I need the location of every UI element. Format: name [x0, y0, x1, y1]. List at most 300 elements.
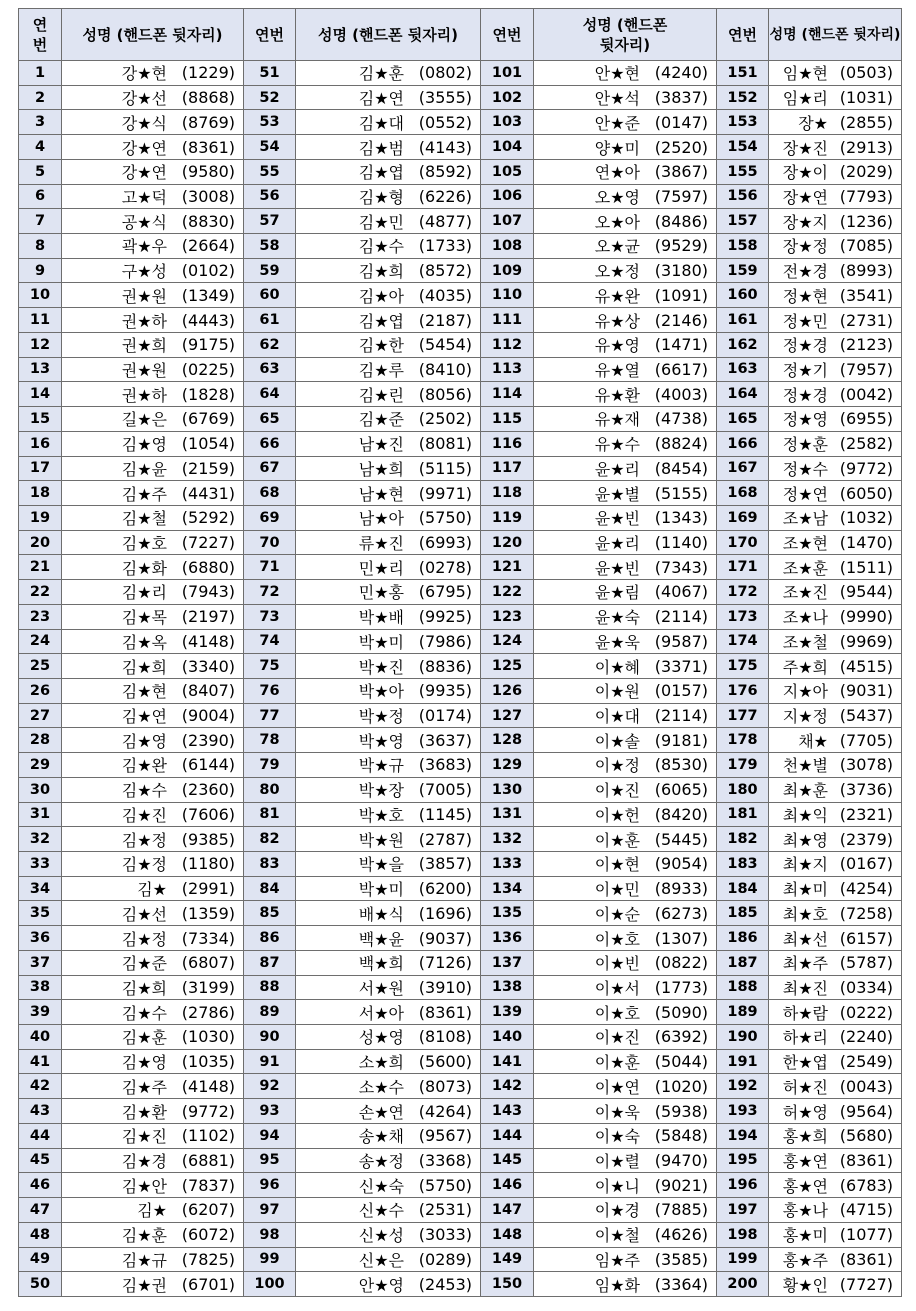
entry-cell [534, 407, 717, 432]
entry-cell [769, 258, 902, 283]
entry-cell [534, 604, 717, 629]
entry-cell [296, 283, 481, 308]
entry-number: 72 [244, 580, 296, 605]
entry-cell [296, 753, 481, 778]
phone-suffix: (6617) [654, 359, 708, 379]
entry-cell [769, 209, 902, 234]
phone-suffix: (8486) [654, 211, 708, 231]
entry-cell [62, 110, 244, 135]
entry-cell [62, 580, 244, 605]
entry-number: 42 [19, 1074, 62, 1099]
masked-name: 이★현 [594, 855, 640, 875]
masked-name: 최★지 [782, 855, 828, 875]
column-header-number: 연 번 [19, 9, 62, 61]
entry-number: 148 [481, 1222, 534, 1247]
masked-name: 김★린 [358, 385, 404, 405]
phone-suffix: (2159) [181, 458, 235, 478]
phone-suffix: (0222) [839, 1002, 893, 1022]
entry-number: 13 [19, 357, 62, 382]
column-header-name: 성명 (핸드폰 뒷자리) [62, 9, 244, 61]
phone-suffix: (4035) [418, 285, 472, 305]
masked-name: 윤★숙 [594, 608, 640, 628]
entry-number: 97 [244, 1198, 296, 1223]
entry-number: 154 [717, 135, 769, 160]
phone-suffix: (6993) [418, 533, 472, 553]
entry-number: 49 [19, 1247, 62, 1272]
phone-suffix: (4738) [654, 409, 708, 429]
masked-name: 박★미 [358, 632, 404, 652]
phone-suffix: (1773) [654, 977, 708, 997]
masked-name: 김★정 [121, 830, 167, 850]
phone-suffix: (1102) [181, 1126, 235, 1146]
entry-number: 77 [244, 703, 296, 728]
entry-cell [534, 901, 717, 926]
masked-name: 서★아 [358, 1003, 404, 1023]
entry-number: 22 [19, 580, 62, 605]
entry-cell [62, 1247, 244, 1272]
entry-cell [769, 580, 902, 605]
entry-cell [296, 234, 481, 259]
table-row [19, 950, 902, 975]
phone-suffix: (4626) [654, 1225, 708, 1245]
phone-suffix: (8081) [418, 434, 472, 454]
masked-name: 안★현 [594, 64, 640, 84]
entry-number: 38 [19, 975, 62, 1000]
entry-number: 180 [717, 777, 769, 802]
masked-name: 유★수 [594, 435, 640, 455]
masked-name: 김★형 [358, 187, 404, 207]
entry-cell [534, 308, 717, 333]
entry-cell [769, 703, 902, 728]
masked-name: 정★경 [782, 385, 828, 405]
masked-name: 정★현 [782, 286, 828, 306]
entry-number: 122 [481, 580, 534, 605]
entry-cell [296, 382, 481, 407]
phone-suffix: (8836) [418, 656, 472, 676]
entry-number: 56 [244, 184, 296, 209]
table-row [19, 61, 902, 86]
entry-cell [296, 1222, 481, 1247]
masked-name: 김★선 [121, 904, 167, 924]
phone-suffix: (9175) [181, 335, 235, 355]
phone-suffix: (5090) [654, 1002, 708, 1022]
entry-number: 36 [19, 926, 62, 951]
masked-name: 조★철 [782, 632, 828, 652]
masked-name: 김★루 [358, 360, 404, 380]
table-row [19, 481, 902, 506]
entry-cell [534, 1173, 717, 1198]
entry-number: 143 [481, 1099, 534, 1124]
masked-name: 신★은 [358, 1250, 404, 1270]
entry-number: 27 [19, 703, 62, 728]
entry-cell [296, 456, 481, 481]
entry-cell [769, 1222, 902, 1247]
masked-name: 김★정 [121, 929, 167, 949]
phone-suffix: (2549) [839, 1052, 893, 1072]
entry-cell [296, 555, 481, 580]
phone-suffix: (2197) [181, 607, 235, 627]
entry-number: 158 [717, 234, 769, 259]
masked-name: 민★홍 [358, 583, 404, 603]
masked-name: 정★훈 [782, 435, 828, 455]
masked-name: 백★윤 [358, 929, 404, 949]
entry-cell [62, 357, 244, 382]
phone-suffix: (3368) [418, 1150, 472, 1170]
masked-name: 김★권 [121, 1275, 167, 1295]
phone-suffix: (9181) [654, 730, 708, 750]
entry-cell [769, 357, 902, 382]
entry-cell [62, 852, 244, 877]
entry-cell [296, 876, 481, 901]
entry-number: 11 [19, 308, 62, 333]
masked-name: 이★호 [594, 1003, 640, 1023]
entry-cell [296, 580, 481, 605]
entry-cell [62, 234, 244, 259]
entry-cell [534, 332, 717, 357]
phone-suffix: (2502) [418, 409, 472, 429]
entry-number: 181 [717, 802, 769, 827]
entry-number: 69 [244, 505, 296, 530]
masked-name: 배★식 [358, 904, 404, 924]
entry-cell [296, 110, 481, 135]
table-row [19, 802, 902, 827]
masked-name: 권★원 [121, 286, 167, 306]
entry-number: 167 [717, 456, 769, 481]
phone-suffix: (9004) [181, 706, 235, 726]
phone-suffix: (2786) [181, 1002, 235, 1022]
entry-number: 55 [244, 159, 296, 184]
entry-number: 88 [244, 975, 296, 1000]
masked-name: 권★원 [121, 360, 167, 380]
masked-name: 이★정 [594, 756, 640, 776]
phone-suffix: (1031) [839, 88, 893, 108]
phone-suffix: (6807) [181, 953, 235, 973]
entry-number: 43 [19, 1099, 62, 1124]
phone-suffix: (2991) [181, 879, 235, 899]
phone-suffix: (6880) [181, 557, 235, 577]
phone-suffix: (7606) [181, 804, 235, 824]
phone-suffix: (3180) [654, 261, 708, 281]
entry-number: 46 [19, 1173, 62, 1198]
entry-number: 82 [244, 827, 296, 852]
entry-cell [296, 530, 481, 555]
masked-name: 고★덕 [121, 187, 167, 207]
entry-number: 173 [717, 604, 769, 629]
entry-number: 58 [244, 234, 296, 259]
entry-cell [62, 629, 244, 654]
phone-suffix: (7825) [181, 1249, 235, 1269]
masked-name: 이★연 [594, 1077, 640, 1097]
entry-cell [296, 629, 481, 654]
entry-number: 44 [19, 1123, 62, 1148]
entry-cell [296, 975, 481, 1000]
entry-number: 159 [717, 258, 769, 283]
phone-suffix: (7705) [839, 730, 893, 750]
table-row [19, 580, 902, 605]
phone-suffix: (6226) [418, 186, 472, 206]
phone-suffix: (6050) [839, 483, 893, 503]
column-header-number: 연번 [244, 9, 296, 61]
phone-suffix: (2531) [418, 1200, 472, 1220]
entry-number: 78 [244, 728, 296, 753]
entry-cell [62, 604, 244, 629]
entry-cell [534, 753, 717, 778]
phone-suffix: (3364) [654, 1274, 708, 1294]
phone-suffix: (5044) [654, 1052, 708, 1072]
phone-suffix: (5848) [654, 1126, 708, 1146]
masked-name: 유★열 [594, 360, 640, 380]
masked-name: 채★ [798, 731, 828, 751]
entry-cell [769, 753, 902, 778]
masked-name: 김★연 [121, 707, 167, 727]
phone-suffix: (8410) [418, 359, 472, 379]
phone-suffix: (6795) [418, 582, 472, 602]
phone-suffix: (0147) [654, 112, 708, 132]
phone-suffix: (8056) [418, 384, 472, 404]
entry-number: 125 [481, 654, 534, 679]
entry-cell [769, 901, 902, 926]
phone-suffix: (8361) [839, 1249, 893, 1269]
phone-suffix: (9772) [181, 1101, 235, 1121]
phone-suffix: (6207) [181, 1200, 235, 1220]
entry-cell [62, 802, 244, 827]
entry-number: 111 [481, 308, 534, 333]
table-row [19, 85, 902, 110]
entry-number: 182 [717, 827, 769, 852]
entry-number: 15 [19, 407, 62, 432]
entry-cell [296, 1074, 481, 1099]
entry-number: 168 [717, 481, 769, 506]
entry-number: 73 [244, 604, 296, 629]
masked-name: 박★배 [358, 608, 404, 628]
masked-name: 이★욱 [594, 1102, 640, 1122]
entry-number: 25 [19, 654, 62, 679]
entry-cell [296, 159, 481, 184]
entry-number: 157 [717, 209, 769, 234]
entry-number: 164 [717, 382, 769, 407]
phone-suffix: (5454) [418, 335, 472, 355]
entry-number: 23 [19, 604, 62, 629]
phone-suffix: (6157) [839, 928, 893, 948]
entry-cell [62, 184, 244, 209]
entry-number: 71 [244, 555, 296, 580]
phone-suffix: (8361) [181, 137, 235, 157]
phone-suffix: (1696) [418, 903, 472, 923]
masked-name: 성★영 [358, 1028, 404, 1048]
phone-suffix: (0334) [839, 977, 893, 997]
masked-name: 남★희 [358, 459, 404, 479]
phone-suffix: (0167) [839, 854, 893, 874]
entry-number: 133 [481, 852, 534, 877]
entry-number: 16 [19, 431, 62, 456]
phone-suffix: (3857) [418, 854, 472, 874]
phone-suffix: (8108) [418, 1027, 472, 1047]
entry-number: 174 [717, 629, 769, 654]
entry-cell [769, 184, 902, 209]
entry-number: 21 [19, 555, 62, 580]
entry-cell [769, 110, 902, 135]
entry-number: 163 [717, 357, 769, 382]
masked-name: 최★미 [782, 880, 828, 900]
entry-cell [296, 1198, 481, 1223]
masked-name: 김★엽 [358, 311, 404, 331]
entry-number: 1 [19, 61, 62, 86]
masked-name: 이★대 [594, 707, 640, 727]
table-row [19, 901, 902, 926]
masked-name: 홍★연 [782, 1151, 828, 1171]
entry-cell [62, 456, 244, 481]
masked-name: 황★인 [782, 1275, 828, 1295]
phone-suffix: (4067) [654, 582, 708, 602]
table-row [19, 703, 902, 728]
entry-number: 20 [19, 530, 62, 555]
entry-cell [534, 456, 717, 481]
phone-suffix: (9772) [839, 458, 893, 478]
entry-cell [769, 1000, 902, 1025]
masked-name: 남★진 [358, 435, 404, 455]
phone-suffix: (4877) [418, 211, 472, 231]
masked-name: 유★영 [594, 336, 640, 356]
masked-name: 김★정 [121, 855, 167, 875]
phone-suffix: (9544) [839, 582, 893, 602]
entry-number: 10 [19, 283, 62, 308]
masked-name: 이★원 [594, 682, 640, 702]
entry-cell [62, 1074, 244, 1099]
masked-name: 길★은 [121, 410, 167, 430]
phone-suffix: (0278) [418, 557, 472, 577]
masked-name: 최★선 [782, 929, 828, 949]
entry-cell [534, 61, 717, 86]
entry-number: 187 [717, 950, 769, 975]
entry-number: 130 [481, 777, 534, 802]
masked-name: 백★희 [358, 954, 404, 974]
entry-cell [62, 1272, 244, 1297]
entry-number: 48 [19, 1222, 62, 1247]
phone-suffix: (0102) [181, 261, 235, 281]
masked-name: 박★규 [358, 756, 404, 776]
phone-suffix: (5292) [181, 508, 235, 528]
phone-suffix: (9567) [418, 1126, 472, 1146]
entry-number: 155 [717, 159, 769, 184]
masked-name: 김★주 [121, 484, 167, 504]
masked-name: 최★진 [782, 978, 828, 998]
entry-cell [62, 926, 244, 951]
masked-name: 김★진 [121, 1127, 167, 1147]
table-row [19, 1198, 902, 1223]
phone-suffix: (1359) [181, 903, 235, 923]
phone-suffix: (1733) [418, 236, 472, 256]
masked-name: 이★훈 [594, 1053, 640, 1073]
masked-name: 송★정 [358, 1151, 404, 1171]
table-row [19, 1222, 902, 1247]
masked-name: 주★희 [782, 657, 828, 677]
entry-cell [534, 629, 717, 654]
masked-name: 류★진 [358, 534, 404, 554]
entry-cell [62, 258, 244, 283]
masked-name: 임★화 [594, 1275, 640, 1295]
entry-number: 63 [244, 357, 296, 382]
phone-suffix: (7343) [654, 557, 708, 577]
entry-number: 134 [481, 876, 534, 901]
entry-cell [62, 1148, 244, 1173]
phone-suffix: (4143) [418, 137, 472, 157]
masked-name: 이★숙 [594, 1127, 640, 1147]
phone-suffix: (1145) [418, 804, 472, 824]
masked-name: 윤★욱 [594, 632, 640, 652]
entry-number: 51 [244, 61, 296, 86]
phone-suffix: (9470) [654, 1150, 708, 1170]
entry-cell [296, 308, 481, 333]
table-row [19, 678, 902, 703]
phone-suffix: (9990) [839, 607, 893, 627]
phone-suffix: (1077) [839, 1225, 893, 1245]
phone-suffix: (9385) [181, 829, 235, 849]
entry-number: 147 [481, 1198, 534, 1223]
masked-name: 강★연 [121, 163, 167, 183]
phone-suffix: (2913) [839, 137, 893, 157]
entry-number: 79 [244, 753, 296, 778]
entry-cell [534, 209, 717, 234]
masked-name: 강★식 [121, 113, 167, 133]
entry-number: 57 [244, 209, 296, 234]
masked-name: 정★기 [782, 360, 828, 380]
masked-name: 장★ [798, 113, 828, 133]
table-row [19, 407, 902, 432]
entry-number: 165 [717, 407, 769, 432]
table-row [19, 159, 902, 184]
entry-cell [296, 332, 481, 357]
entry-cell [769, 852, 902, 877]
entry-number: 138 [481, 975, 534, 1000]
entry-cell [769, 1247, 902, 1272]
phone-suffix: (3541) [839, 285, 893, 305]
phone-suffix: (1032) [839, 508, 893, 528]
phone-suffix: (4431) [181, 483, 235, 503]
entry-number: 95 [244, 1148, 296, 1173]
entry-number: 59 [244, 258, 296, 283]
phone-suffix: (6392) [654, 1027, 708, 1047]
phone-suffix: (2114) [654, 607, 708, 627]
masked-name: 지★정 [782, 707, 828, 727]
entry-cell [62, 876, 244, 901]
phone-suffix: (8769) [181, 112, 235, 132]
phone-suffix: (9529) [654, 236, 708, 256]
table-row [19, 629, 902, 654]
table-row [19, 1272, 902, 1297]
entry-cell [62, 382, 244, 407]
entry-number: 67 [244, 456, 296, 481]
entry-cell [769, 654, 902, 679]
entry-number: 32 [19, 827, 62, 852]
table-row [19, 110, 902, 135]
entry-number: 149 [481, 1247, 534, 1272]
masked-name: 홍★주 [782, 1250, 828, 1270]
masked-name: 김★옥 [121, 632, 167, 652]
masked-name: 박★영 [358, 731, 404, 751]
entry-cell [534, 1198, 717, 1223]
masked-name: 손★연 [358, 1102, 404, 1122]
entry-cell [62, 159, 244, 184]
entry-cell [296, 481, 481, 506]
entry-number: 5 [19, 159, 62, 184]
masked-name: 남★아 [358, 509, 404, 529]
masked-name: 김★리 [121, 583, 167, 603]
table-row [19, 1025, 902, 1050]
entry-number: 37 [19, 950, 62, 975]
phone-suffix: (2114) [654, 706, 708, 726]
entry-number: 92 [244, 1074, 296, 1099]
masked-name: 김★수 [121, 781, 167, 801]
